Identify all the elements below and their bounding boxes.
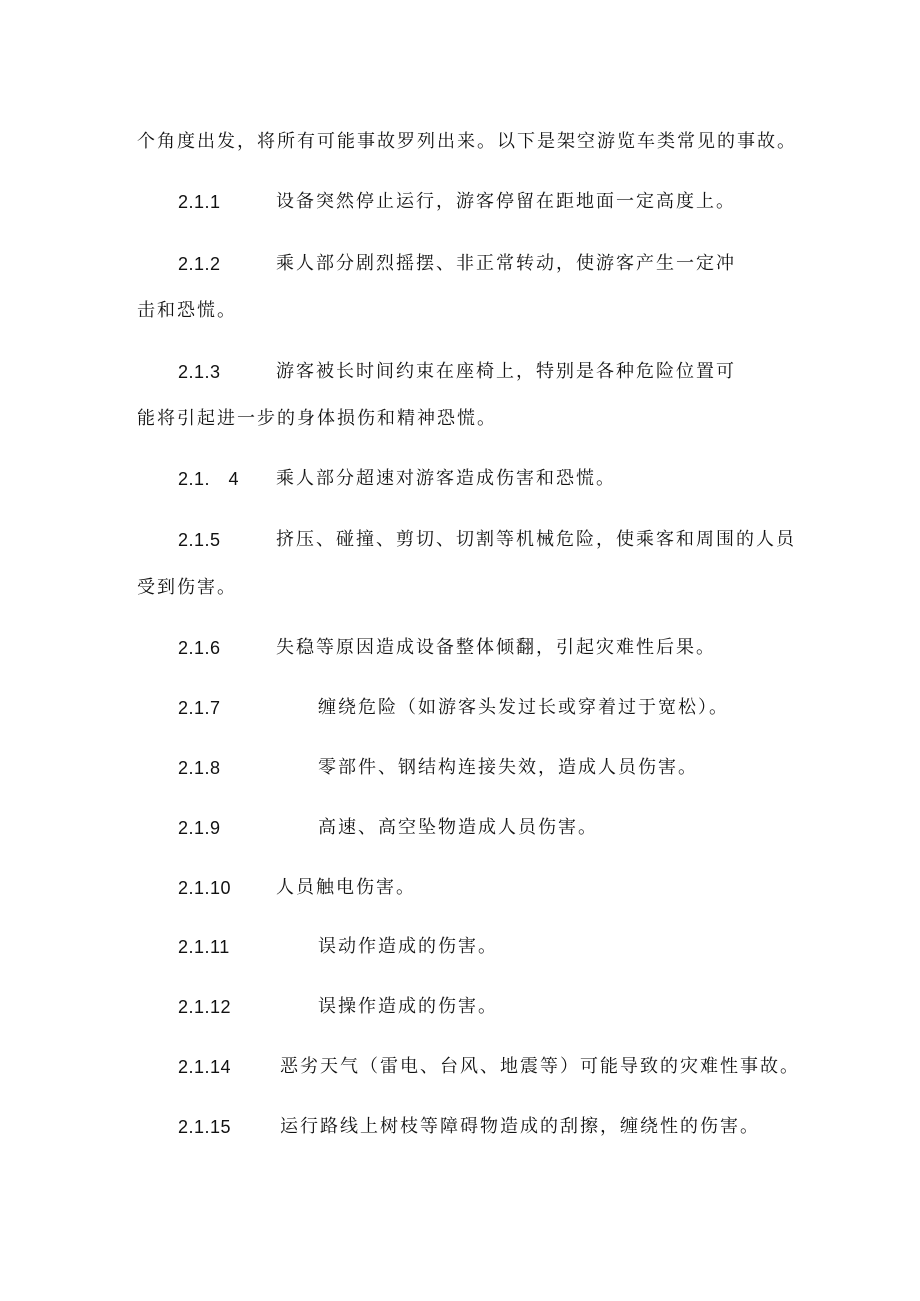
item-number: 2.1.5: [178, 530, 221, 550]
item-text-continuation: 击和恐慌。: [137, 300, 237, 321]
item-text: 误动作造成的伤害。: [318, 936, 498, 957]
item-number: 2.1.6: [178, 638, 221, 658]
item-text: 挤压、碰撞、剪切、切割等机械危险，使乘客和周围的人员: [276, 529, 796, 550]
item-text: 运行路线上树枝等障碍物造成的刮擦，缠绕性的伤害。: [280, 1116, 760, 1137]
item-number: 2.1.2: [178, 254, 221, 274]
intro-paragraph: 个角度出发，将所有可能事故罗列出来。以下是架空游览车类常见的事故。: [137, 131, 797, 152]
item-text: 设备突然停止运行，游客停留在距地面一定高度上。: [276, 191, 736, 212]
item-text-continuation: 能将引起进一步的身体损伤和精神恐慌。: [137, 408, 497, 429]
item-text: 游客被长时间约束在座椅上，特别是各种危险位置可: [276, 361, 736, 382]
item-text: 缠绕危险（如游客头发过长或穿着过于宽松）。: [318, 697, 729, 718]
item-text: 恶劣天气（雷电、台风、地震等）可能导致的灾难性事故。: [280, 1056, 800, 1077]
item-text: 零部件、钢结构连接失效，造成人员伤害。: [318, 757, 698, 778]
item-number: 2.1.3: [178, 362, 221, 382]
item-text: 失稳等原因造成设备整体倾翻，引起灾难性后果。: [276, 637, 716, 658]
item-text: 人员触电伤害。: [276, 877, 416, 898]
item-number: 2.1.12: [178, 997, 232, 1017]
item-number: 2.1.1: [178, 192, 221, 212]
item-number: 2.1.7: [178, 698, 221, 718]
item-number: 2.1.14: [178, 1057, 232, 1077]
item-text: 乘人部分超速对游客造成伤害和恐慌。: [276, 468, 616, 489]
item-number: 2.1.9: [178, 818, 221, 838]
item-text: 高速、高空坠物造成人员伤害。: [318, 817, 598, 838]
item-text: 误操作造成的伤害。: [318, 996, 498, 1017]
item-text: 乘人部分剧烈摇摆、非正常转动，使游客产生一定冲: [276, 253, 736, 274]
item-number: 2.1.15: [178, 1117, 232, 1137]
item-number: 2.1.11: [178, 937, 230, 957]
item-number: 2.1. 4: [178, 469, 240, 489]
item-number: 2.1.10: [178, 878, 232, 898]
item-number: 2.1.8: [178, 758, 221, 778]
item-text-continuation: 受到伤害。: [137, 577, 237, 598]
